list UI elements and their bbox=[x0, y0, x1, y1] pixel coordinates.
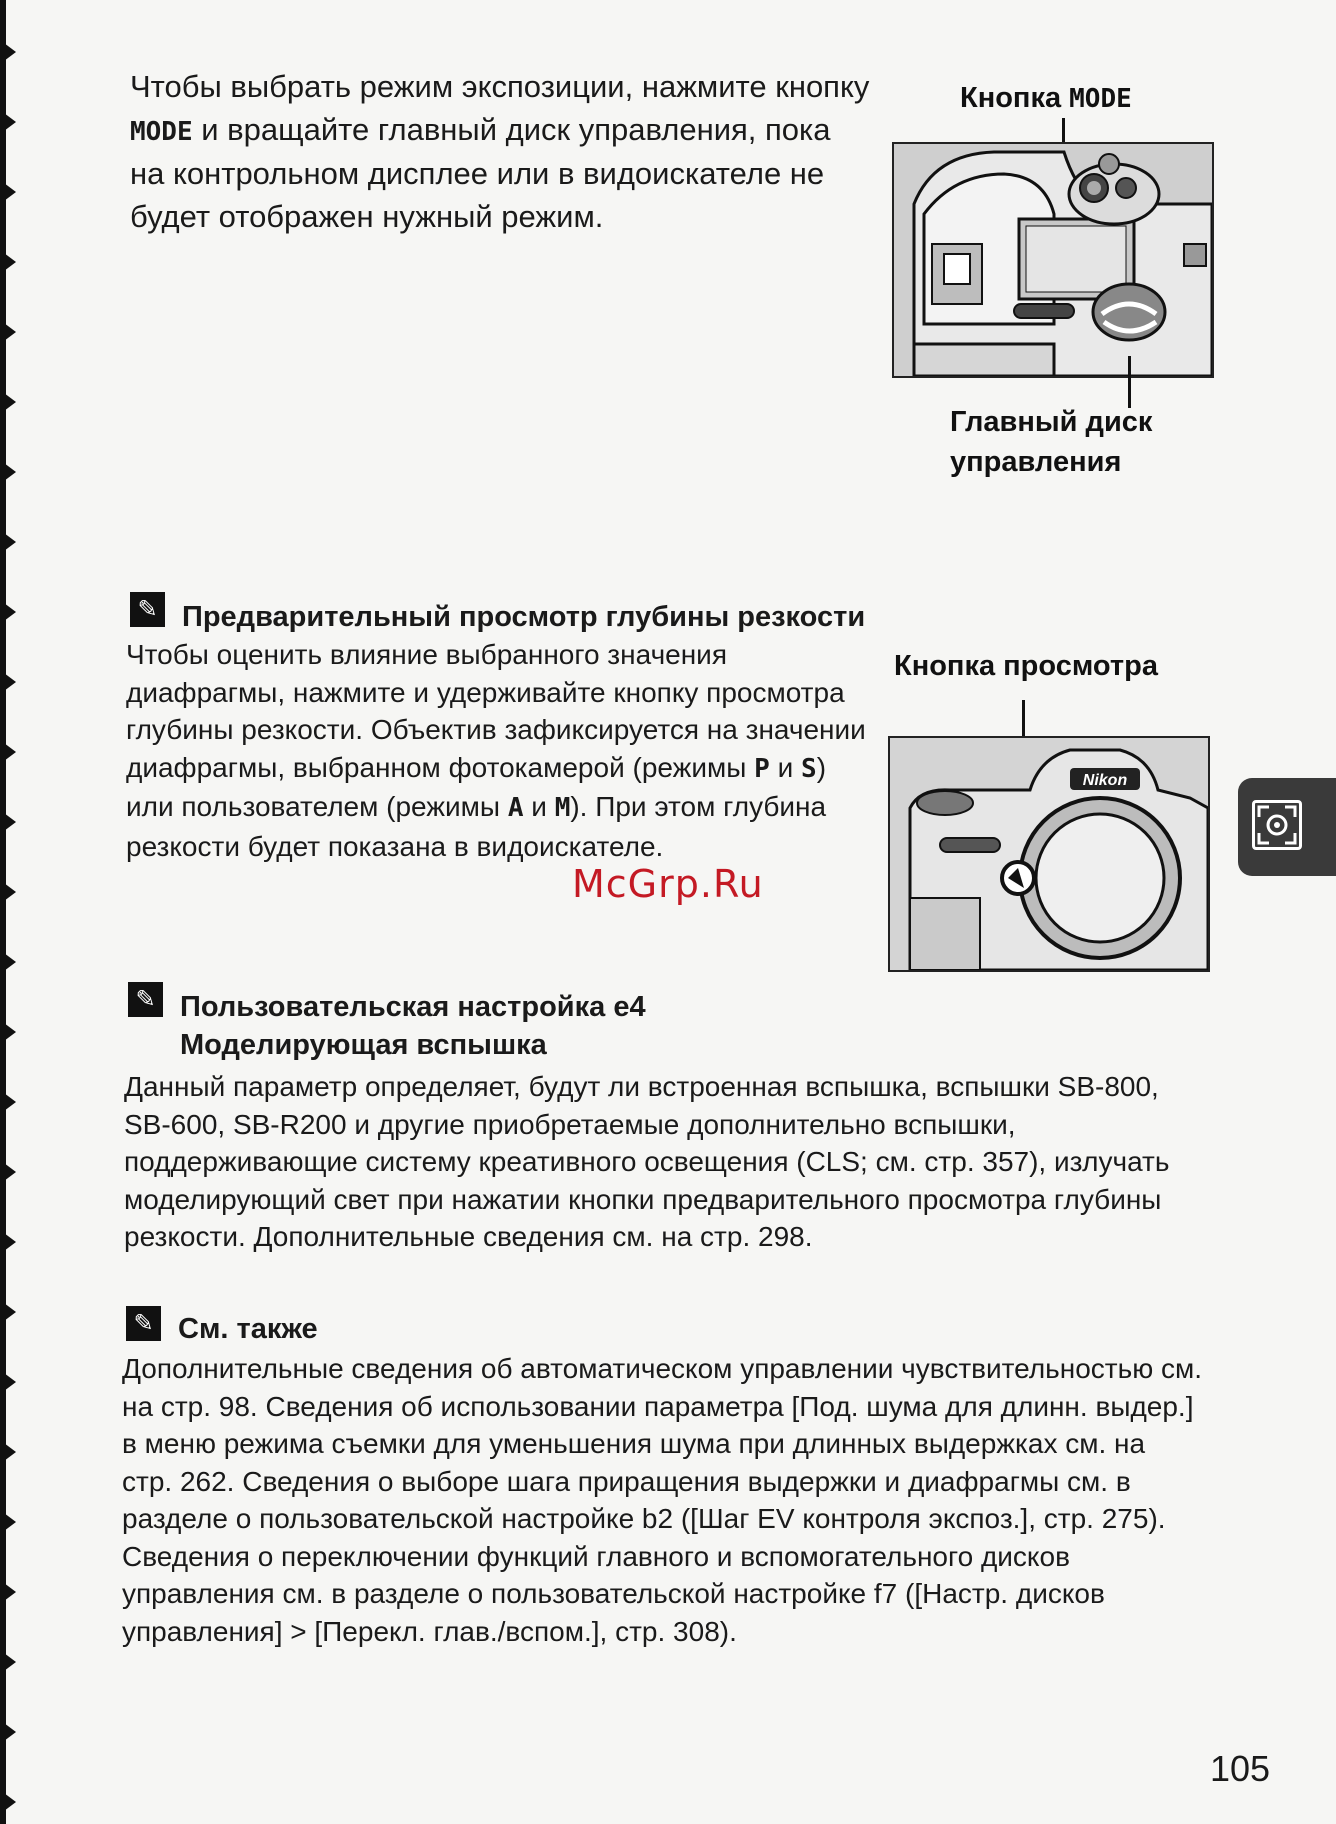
mode-s-glyph: S bbox=[801, 753, 817, 784]
pencil-note-icon: ✎ bbox=[128, 982, 163, 1017]
metering-icon bbox=[1252, 800, 1302, 850]
camera-top-illustration bbox=[892, 142, 1214, 378]
pencil-note-icon: ✎ bbox=[130, 592, 165, 627]
mode-p-glyph: P bbox=[754, 753, 770, 784]
note-dof-body-part2: ) или пользователем (режимы bbox=[126, 751, 827, 822]
camera-front-drawing bbox=[890, 738, 1208, 970]
mode-a-glyph: A bbox=[507, 793, 524, 823]
mode-button-callout-mode: MODE bbox=[1069, 84, 1132, 114]
binding-edge bbox=[0, 0, 22, 1824]
nikon-logo-text: Nikon bbox=[1082, 772, 1128, 789]
main-dial-callout bbox=[950, 402, 1152, 482]
note-see-also-body: Дополнительные сведения об автоматическом управлении чувствительностью см. на стр. 98. Сведения об использовании параметра [Под. шума для длинн. выдер.] в меню режима съемки для уменьшения шума при длинных выдержках см. на стр. 262. Сведения о выборе шага приращения выдержки и диафрагмы см. в разделе о пользовательской настройке b2 ([Шаг EV контроля экспоз.], стр. 275). Сведения о переключении функций главного и вспомогательного дисков управления см. в разделе о пользовательской настройке f7 ([Настр. дисков управления] > [Перекл. глав./вспом.], стр. 308). bbox=[122, 1353, 1202, 1647]
note-dof-title: Предварительный просмотр глубины резкости bbox=[182, 601, 866, 633]
note-dof-body bbox=[126, 636, 866, 865]
preview-button-callout: Кнопка просмотра bbox=[894, 650, 1158, 682]
note-e4-title bbox=[180, 988, 646, 1064]
camera-top-drawing bbox=[894, 144, 1212, 376]
mode-m-glyph: M bbox=[554, 793, 571, 823]
intro-text-after: и вращайте главный диск управления, пока на контрольном дисплее или в видоискателе не будет отображен нужный режим. bbox=[130, 111, 831, 234]
page-number: 105 bbox=[1210, 1748, 1271, 1789]
mode-button-callout-prefix: Кнопка bbox=[960, 82, 1070, 114]
section-tab bbox=[1238, 778, 1336, 876]
note-e4-body: Данный параметр определяет, будут ли встроенная вспышка, вспышки SB-800, SB-600, SB-R200 и другие приобретаемые дополнительно вспышки, поддерживающие систему креативного освещения (CLS; см. стр. 357), излучать моделирующий свет при нажатии кнопки предварительного просмотра глубины резкости. Дополнительные сведения см. на стр. 298. bbox=[124, 1071, 1170, 1252]
pencil-note-icon: ✎ bbox=[126, 1306, 161, 1341]
watermark: McGrp.Ru bbox=[572, 862, 764, 906]
main-dial-callout-line1: Главный диск bbox=[950, 406, 1153, 438]
camera-front-illustration bbox=[888, 736, 1210, 972]
note-e4-title-line1: Пользовательская настройка e4 bbox=[180, 991, 646, 1023]
note-dof-body-part3: ). При этом глубина резкости будет показана в видоискателе. bbox=[126, 791, 827, 862]
note-dof-and2: и bbox=[523, 791, 555, 822]
intro-paragraph bbox=[130, 66, 870, 238]
note-dof-and1: и bbox=[769, 751, 802, 783]
metering-icon-glyph bbox=[1255, 803, 1299, 847]
mode-button-callout bbox=[960, 78, 1132, 119]
note-see-also-title: См. также bbox=[178, 1313, 318, 1345]
intro-text-before: Чтобы выбрать режим экспозиции, нажмите кнопку bbox=[130, 69, 870, 104]
note-e4-title-line2: Моделирующая вспышка bbox=[180, 1029, 547, 1061]
note-dof-body-part1: Чтобы оценить влияние выбранного значения диафрагмы, нажмите и удерживайте кнопку просмотра глубины резкости. Объектив зафиксируется на значении диафрагмы, выбранном фотокамерой (режимы bbox=[126, 639, 866, 783]
mode-word: MODE bbox=[130, 116, 193, 147]
main-dial-callout-line2: управления bbox=[950, 446, 1122, 478]
dial-leader-line bbox=[1128, 356, 1131, 408]
